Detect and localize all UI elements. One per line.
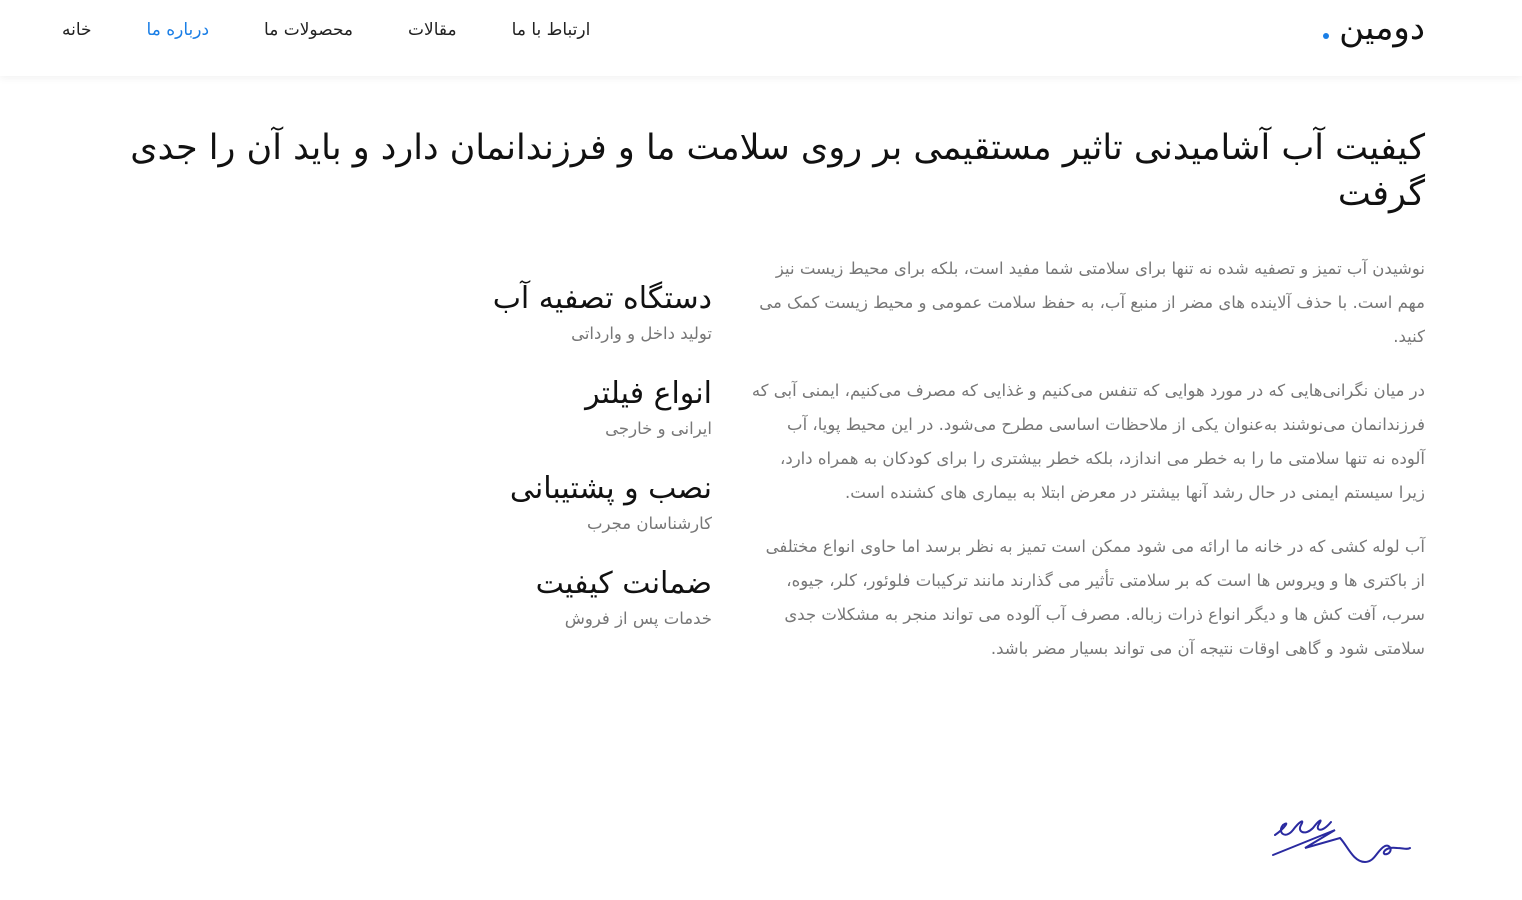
header — [0, 0, 1522, 76]
feature-title: نصب و پشتیبانی — [509, 471, 712, 506]
nav-articles[interactable]: مقالات — [408, 20, 457, 40]
nav-products[interactable]: محصولات ما — [264, 20, 354, 40]
feature-subtitle: خدمات پس از فروش — [564, 609, 712, 628]
feature-subtitle: ایرانی و خارجی — [605, 419, 712, 438]
paragraph: در میان نگرانی‌هایی که در مورد هوایی که تنفس می‌کنیم و غذایی که مصرف می‌کنیم، ایمنی آبی که فرزندانمان می‌نوشند به‌عنوان یکی از ملاحظات اساسی مطرح می‌شود. در این محیط پویا، آب آلوده نه تنها سلامتی ما را به خطر می اندازد، بلکه خطر بیشتری را برای کودکان به همراه دارد، زیرا سیستم ایمنی در حال رشد آنها بیشتر در معرض ابتلا به بیماری های کشنده است. — [751, 381, 1425, 502]
feature-title: ضمانت کیفیت — [535, 566, 712, 601]
paragraph: آب لوله کشی که در خانه ما ارائه می شود ممکن است تمیز به نظر برسد اما حاوی انواع مختلفی از باکتری ها و ویروس ها است که بر سلامتی تأثیر می گذارند مانند ترکیبات فلوئور، کلر، جیوه، سرب، آفت کش ها و دیگر انواع ذرات زباله. مصرف آب آلوده می تواند منجر به مشکلات جدی سلامتی شود و گاهی اوقات نتیجه آن می تواند بسیار مضر باشد. — [765, 537, 1425, 658]
paragraph: نوشیدن آب تمیز و تصفیه شده نه تنها برای سلامتی شما مفید است، بلکه برای محیط زیست نیز مهم است. با حذف آلاینده های مضر از منبع آب، به حفظ سلامت عمومی و محیط زیست کمک می کنید. — [759, 259, 1425, 346]
brand-logo[interactable] — [1323, 8, 1425, 48]
feature-subtitle: کارشناسان مجرب — [586, 514, 712, 533]
main-nav — [62, 20, 645, 40]
feature-item — [493, 563, 712, 633]
feature-item — [493, 278, 712, 348]
page-title: کیفیت آب آشامیدنی تاثیر مستقیمی بر روی سلامت ما و فرزندانمان دارد و باید آن را جدی گرفت — [130, 128, 1425, 214]
feature-title: انواع فیلتر — [585, 376, 712, 411]
brand-name: دومین — [1339, 8, 1425, 48]
features-list — [493, 278, 712, 658]
nav-contact[interactable]: ارتباط با ما — [511, 20, 591, 40]
feature-title: دستگاه تصفیه آب — [492, 281, 712, 316]
feature-item — [493, 373, 712, 443]
brand-dot-icon — [1323, 33, 1329, 39]
feature-subtitle: تولید داخل و وارداتی — [571, 324, 712, 343]
feature-item — [493, 468, 712, 538]
nav-home[interactable]: خانه — [62, 20, 92, 40]
about-text — [750, 252, 1425, 686]
nav-about[interactable]: درباره ما — [146, 20, 210, 40]
signature-image — [1265, 800, 1425, 875]
